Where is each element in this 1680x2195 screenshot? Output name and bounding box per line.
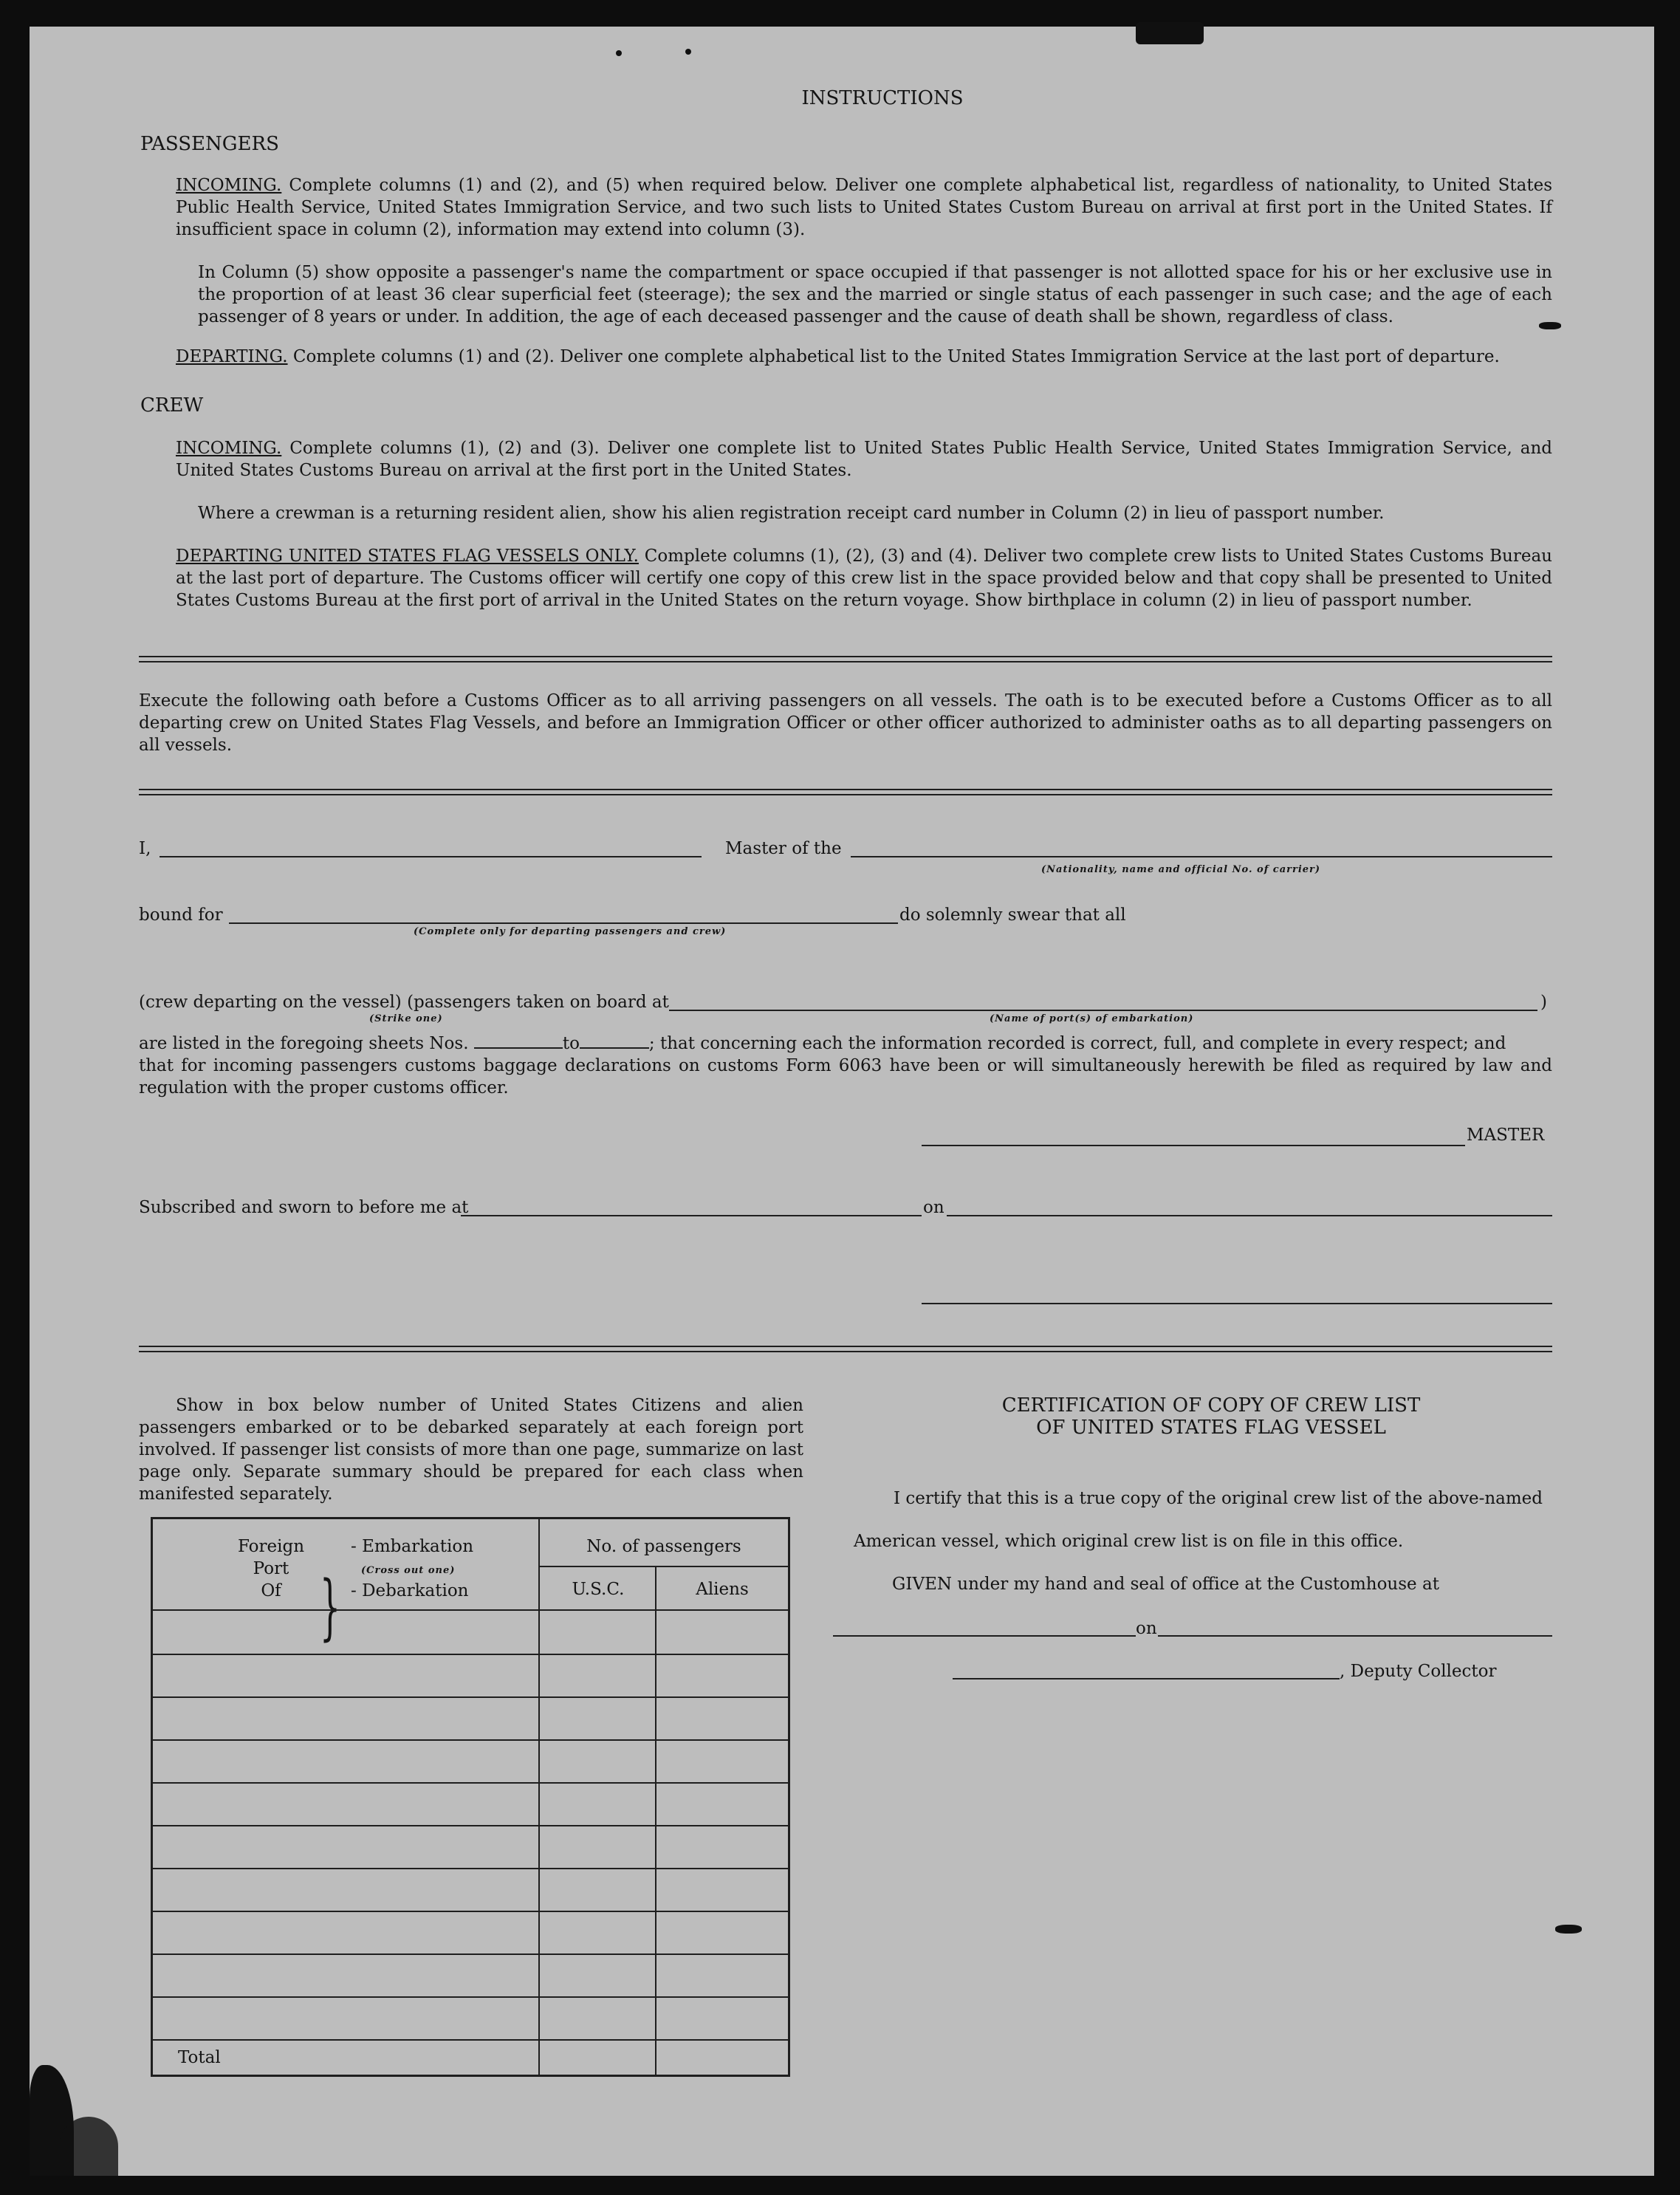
col-port-foreign: Foreign <box>237 1537 305 1556</box>
deputy-collector-label: , Deputy Collector <box>1340 1662 1497 1681</box>
bound-for-label: bound for <box>139 905 223 925</box>
certification-line-1: I certify that this is a true copy of the original crew list of the above-named <box>894 1489 1543 1508</box>
customhouse-field[interactable] <box>833 1635 1136 1637</box>
sworn-place-field[interactable] <box>461 1215 922 1216</box>
carrier-field[interactable] <box>851 856 1552 857</box>
col-port-port: Port <box>253 1559 289 1578</box>
col-aliens: Aliens <box>696 1580 749 1599</box>
row-divider <box>153 1911 788 1912</box>
passengers-incoming-block <box>176 174 1552 241</box>
brace-icon: } <box>320 1566 340 1649</box>
scan-artifact <box>1555 1925 1582 1934</box>
listed-rest: that for incoming passengers customs baggage declarations on customs Form 6063 have been or will simultaneously herewith be filed as required by law and regulation with the proper customs officer. <box>139 1056 1552 1098</box>
bound-caption: (Complete only for departing passengers and crew) <box>414 926 727 937</box>
scan-artifact <box>685 49 691 55</box>
total-label: Total <box>178 2048 221 2067</box>
passenger-summary-table <box>151 1517 790 2077</box>
scan-artifact <box>59 2117 118 2176</box>
listed-label-a: are listed in the foregoing sheets Nos. <box>139 1034 469 1053</box>
row-divider <box>153 2039 788 2041</box>
passengers-departing-text: Complete columns (1) and (2). Deliver one complete alphabetical list to the United States Immigration Service at the last port of departure. <box>292 347 1500 366</box>
solemnly-label: do solemnly swear that all <box>899 905 1126 925</box>
master-signature-field[interactable] <box>922 1145 1465 1146</box>
row-divider <box>153 1654 788 1655</box>
certification-line-2: American vessel, which original crew list is on file in this office. <box>854 1532 1404 1551</box>
crew-departing-label: DEPARTING UNITED STATES FLAG VESSELS ONLY. <box>176 547 639 566</box>
crew-heading: CREW <box>140 394 204 417</box>
crew-incoming-label: INCOMING. <box>176 439 282 458</box>
certification-line-3: GIVEN under my hand and seal of office at the Customhouse at <box>892 1575 1439 1594</box>
bound-for-field[interactable] <box>229 922 898 924</box>
passengers-heading: PASSENGERS <box>140 133 279 155</box>
strike-one-caption: (Strike one) <box>369 1013 443 1024</box>
listed-to-label: to <box>562 1034 580 1053</box>
crew-incoming-block <box>176 437 1552 482</box>
close-paren: ) <box>1540 993 1547 1012</box>
crew-departing-line: (crew departing on the vessel) (passengers taken on board at <box>139 993 669 1012</box>
oath-i-label: I, <box>139 839 151 858</box>
scan-artifact <box>1136 22 1204 44</box>
listed-line <box>139 1033 1506 1055</box>
col-passengers: No. of passengers <box>586 1537 741 1556</box>
carrier-caption: (Nationality, name and official No. of carrier) <box>1041 864 1321 875</box>
oath-intro: Execute the following oath before a Customs Officer as to all arriving passengers on all vessels. The oath is to be executed before a Customs Officer as to all departing crew on United States Flag Vessels, and before an Immigration Officer or other officer authorized to administer oaths as to all departing passengers on all vessels. <box>139 691 1552 755</box>
passengers-incoming-text: Complete columns (1) and (2), and (5) when required below. Deliver one complete alphabetical list, regardless of nationality, to United States Public Health Service, United States Immigration Service, and two such lists to United States Custom Bureau on arrival at first port in the United States. If insufficient space in column (2), information may extend into column (3). <box>176 176 1552 239</box>
certification-date-field[interactable] <box>1158 1635 1552 1637</box>
row-divider <box>153 1953 788 1955</box>
master-of-the-label: Master of the <box>725 839 842 858</box>
col-usc: U.S.C. <box>572 1580 625 1599</box>
col-divider <box>538 1519 540 2075</box>
header-split <box>540 1566 788 1567</box>
row-divider <box>153 1782 788 1784</box>
row-divider <box>153 1825 788 1826</box>
summary-intro: Show in box below number of United States Citizens and alien passengers embarked or to be debarked separately at each foreign port involved. If passenger list consists of more than one page, summarize on last page only. Separate summary should be prepared for each class when manifested separately. <box>139 1396 803 1504</box>
crew-departing-block <box>176 545 1552 612</box>
page-title: INSTRUCTIONS <box>801 87 964 109</box>
sheet-to-field[interactable] <box>580 1033 649 1049</box>
section-divider <box>139 789 1552 795</box>
row-divider <box>153 1868 788 1869</box>
passengers-column5-text: In Column (5) show opposite a passenger's name the compartment or space occupied if that passenger is not allotted space for his or her exclusive use in the proportion of at least 36 clear superficial feet (steerage); the sex and the married or single status of each passenger in such case; and the age of each passenger of 8 years or under. In addition, the age of each deceased passenger and the cause of death shall be shown, regardless of class. <box>198 263 1552 326</box>
col-divider <box>655 1566 656 2075</box>
col-port-of: Of <box>261 1581 281 1600</box>
crew-incoming-text: Complete columns (1), (2) and (3). Deliver one complete list to United States Public Health Service, United States Immigration Service, and United States Customs Bureau on arrival at the first port in the United States. <box>176 439 1552 480</box>
deputy-signature-field[interactable] <box>953 1678 1340 1679</box>
section-divider <box>139 1346 1552 1352</box>
sworn-date-field[interactable] <box>947 1215 1552 1216</box>
sworn-on-label: on <box>923 1198 944 1217</box>
ports-caption: (Name of port(s) of embarkation) <box>990 1013 1194 1024</box>
scan-artifact <box>616 50 622 56</box>
master-label: MASTER <box>1467 1126 1545 1145</box>
crew-departing-text: Complete columns (1), (2), (3) and (4). Deliver two complete crew lists to United States Customs Bureau at the last port of departure. The Customs officer will certify one copy of this crew list in the space provided below and that copy shall be presented to United States Customs Bureau at the first port of arrival in the United States on the return voyage. Show birthplace in column (2) in lieu of passport number. <box>176 547 1552 610</box>
cross-out-caption: (Cross out one) <box>361 1565 456 1576</box>
passengers-departing-label: DEPARTING. <box>176 347 288 366</box>
embarkation-label: - Embarkation <box>351 1537 474 1556</box>
section-divider <box>139 656 1552 662</box>
officer-signature-field[interactable] <box>922 1303 1552 1304</box>
passengers-departing-block <box>176 346 1500 368</box>
form-sheet <box>30 27 1654 2176</box>
row-divider <box>153 1996 788 1998</box>
certification-title-1: CERTIFICATION OF COPY OF CREW LIST <box>1001 1394 1421 1417</box>
passengers-incoming-label: INCOMING. <box>176 176 282 195</box>
certification-title-2: OF UNITED STATES FLAG VESSEL <box>1036 1417 1386 1439</box>
row-divider <box>153 1739 788 1741</box>
debarkation-label: - Debarkation <box>351 1581 469 1600</box>
master-name-field[interactable] <box>160 856 702 857</box>
crew-resident-text: Where a crewman is a returning resident alien, show his alien registration receipt card number in Column (2) in lieu of passport number. <box>198 504 1385 523</box>
embarkation-ports-field[interactable] <box>669 1010 1537 1011</box>
row-divider <box>153 1609 788 1611</box>
scan-artifact <box>1539 322 1561 329</box>
listed-label-b: ; that concerning each the information recorded is correct, full, and complete in every respect; and <box>648 1034 1506 1053</box>
certification-on-label: on <box>1136 1619 1157 1638</box>
sheet-from-field[interactable] <box>474 1033 563 1049</box>
subscribed-label: Subscribed and sworn to before me at <box>139 1198 469 1217</box>
row-divider <box>153 1696 788 1698</box>
